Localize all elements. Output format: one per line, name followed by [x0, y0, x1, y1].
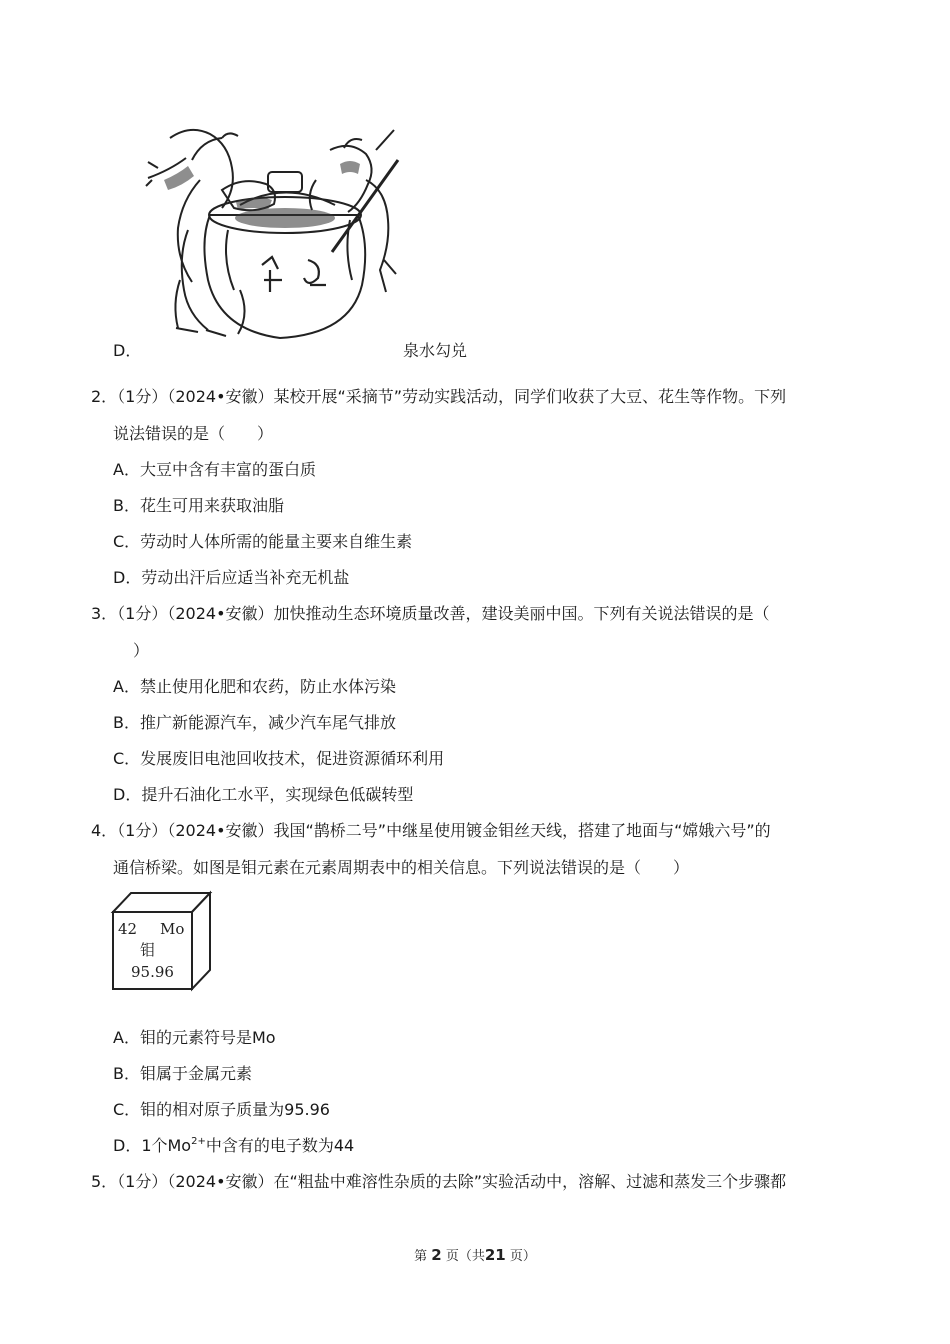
question-2-option-d[interactable]: D．劳动出汗后应适当补充无机盐 — [113, 568, 350, 587]
question-3-option-d[interactable]: D．提升石油化工水平，实现绿色低碳转型 — [113, 785, 414, 804]
question-2-option-b[interactable]: B．花生可用来获取油脂 — [113, 496, 284, 515]
question-3-stem: 3．（1分）（2024•安徽）加快推动生态环境质量改善，建设美丽中国。下列有关说法错误的是（ — [91, 604, 770, 623]
footer-middle: 页（共 — [445, 1249, 485, 1264]
question-2-stem-cont: 说法错误的是（ ） — [113, 424, 274, 443]
question-3-option-b[interactable]: B．推广新能源汽车，减少汽车尾气排放 — [113, 713, 396, 732]
question-3-option-a[interactable]: A．禁止使用化肥和农药，防止水体污染 — [113, 677, 396, 696]
question-4-option-d[interactable] — [113, 1136, 354, 1156]
page-footer — [0, 1245, 950, 1264]
question-4-option-d-suffix: 中含有的电子数为44 — [205, 1136, 355, 1155]
q1-option-d[interactable] — [113, 341, 141, 361]
illustration-wine-blending — [140, 120, 402, 345]
question-4-option-d-prefix: D．1个Mo — [113, 1136, 192, 1155]
element-atomic-mass: 95.96 — [131, 963, 174, 981]
footer-prefix: 第 — [414, 1249, 428, 1264]
question-4-option-a[interactable]: A．钼的元素符号是Mo — [113, 1028, 276, 1047]
question-4-stem: 4．（1分）（2024•安徽）我国“鹊桥二号”中继星使用镀金钼丝天线，搭建了地面与“嫦娥六号”的 — [91, 821, 771, 840]
question-4-option-c[interactable]: C．钼的相对原子质量为95.96 — [113, 1100, 330, 1119]
element-name: 钼 — [140, 941, 156, 959]
question-5-stem: 5．（1分）（2024•安徽）在“粗盐中难溶性杂质的去除”实验活动中，溶解、过滤和蒸发三个步骤都 — [91, 1172, 787, 1191]
footer-suffix: 页） — [509, 1249, 536, 1264]
ion-charge: 2+ — [191, 1136, 206, 1147]
question-2-stem: 2．（1分）（2024•安徽）某校开展“采摘节”劳动实践活动，同学们收获了大豆、花生等作物。下列 — [91, 387, 787, 406]
question-2-option-c[interactable]: C．劳动时人体所需的能量主要来自维生素 — [113, 532, 413, 551]
footer-total-pages: 21 — [484, 1246, 506, 1264]
question-2-option-a[interactable]: A．大豆中含有丰富的蛋白质 — [113, 460, 316, 479]
question-3-option-c[interactable]: C．发展废旧电池回收技术，促进资源循环利用 — [113, 749, 445, 768]
footer-page-number: 2 — [431, 1246, 442, 1264]
element-atomic-number: 42 — [118, 920, 138, 938]
element-symbol: Mo — [160, 920, 185, 938]
question-3-stem-cont: ） — [133, 641, 150, 660]
element-card-molybdenum — [110, 890, 214, 992]
q1-option-d-text: 泉水勾兑 — [403, 341, 468, 360]
q1-option-d-label: D． — [113, 341, 142, 360]
question-4-stem-cont: 通信桥梁。如图是钼元素在元素周期表中的相关信息。下列说法错误的是（ ） — [113, 858, 690, 877]
question-4-option-b[interactable]: B．钼属于金属元素 — [113, 1064, 252, 1083]
